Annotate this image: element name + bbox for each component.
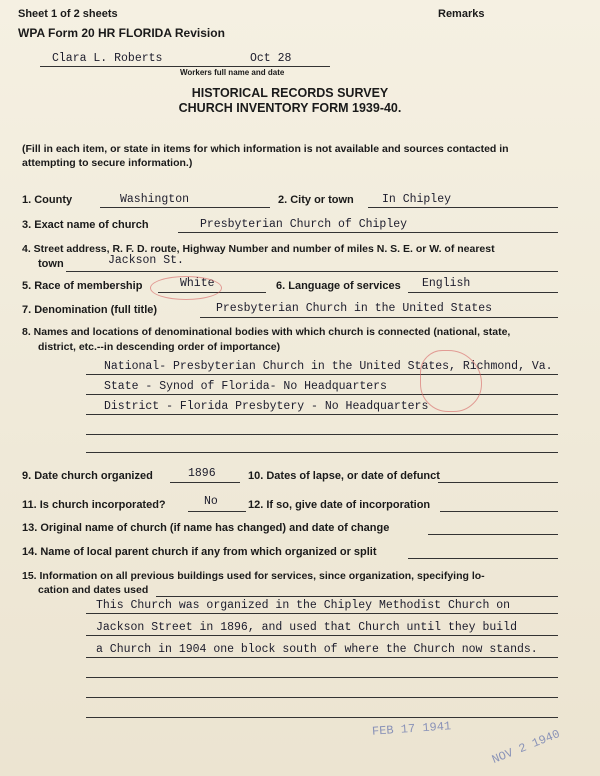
received-stamp-1: FEB 17 1941: [371, 719, 452, 739]
q15-line4: [86, 677, 558, 678]
q8-label-cont: district, etc.--in descending order of importance): [38, 341, 281, 353]
q13-label: 13. Original name of church (if name has changed) and date of change: [22, 522, 390, 534]
q12-line: [440, 511, 558, 512]
q12-label: 12. If so, give date of incorporation: [248, 499, 431, 511]
q8-district: District - Florida Presbytery - No Headquarters: [104, 400, 429, 413]
q3-label: 3. Exact name of church: [22, 219, 149, 231]
q11-value: No: [204, 495, 218, 508]
q15-line3: [86, 657, 558, 658]
q6-label: 6. Language of services: [276, 280, 401, 292]
q15-line6: [86, 717, 558, 718]
q10-label: 10. Dates of lapse, or date of defunct: [248, 470, 440, 482]
q15-text-line1: This Church was organized in the Chipley Methodist Church on: [96, 599, 511, 612]
q2-line: [368, 207, 558, 208]
q8-line2: [86, 394, 558, 395]
q1-value: Washington: [120, 193, 190, 206]
q15-text-line3: a Church in 1904 one block south of where the Church now stands.: [96, 643, 538, 656]
form-title: HISTORICAL RECORDS SURVEY: [191, 86, 389, 100]
q5-value: White: [180, 277, 215, 290]
q9-line: [170, 482, 240, 483]
q6-value: English: [422, 277, 471, 290]
q3-value: Presbyterian Church of Chipley: [200, 218, 408, 231]
form-id: WPA Form 20 HR FLORIDA Revision: [18, 26, 225, 40]
received-stamp-2: NOV 2 1940: [489, 727, 563, 767]
q4-label-town: town: [38, 258, 64, 270]
q15-line2: [86, 635, 558, 636]
q1-line: [100, 207, 270, 208]
q14-label: 14. Name of local parent church if any from which organized or split: [22, 546, 377, 558]
q14-line: [408, 558, 558, 559]
q5-label: 5. Race of membership: [22, 280, 143, 292]
worker-date: Oct 28: [250, 52, 292, 65]
q2-value: In Chipley: [382, 193, 452, 206]
q15-label-cont: cation and dates used: [38, 584, 149, 596]
q8-national: National- Presbyterian Church in the United States, Richmond, Va.: [104, 360, 553, 373]
q7-line: [200, 317, 558, 318]
q8-label: 8. Names and locations of denominational bodies with which church is connected (national, state,: [22, 326, 511, 338]
q6-line: [408, 292, 558, 293]
instructions-line1: (Fill in each item, or state in items for which information is not available and sources contacted in: [22, 143, 509, 155]
q13-line: [428, 534, 558, 535]
q11-label: 11. Is church incorporated?: [22, 499, 166, 511]
instructions-line2: attempting to secure information.): [22, 157, 193, 169]
q15-line5: [86, 697, 558, 698]
q8-line1: [86, 374, 558, 375]
q8-line4: [86, 434, 558, 435]
q11-line: [188, 511, 246, 512]
q2-label: 2. City or town: [278, 194, 354, 206]
sheet-number: Sheet 1 of 2 sheets: [18, 8, 118, 20]
q15-line1: [86, 613, 558, 614]
remarks-heading: Remarks: [438, 8, 485, 20]
q8-state: State - Synod of Florida- No Headquarters: [104, 380, 387, 393]
q8-line3: [86, 414, 558, 415]
q15-label: 15. Information on all previous buildings used for services, since organization, specifying lo-: [22, 570, 485, 582]
q7-value: Presbyterian Church in the United States: [216, 302, 493, 315]
q4-value: Jackson St.: [108, 254, 184, 267]
form-subtitle: CHURCH INVENTORY FORM 1939-40.: [178, 101, 402, 115]
red-circle-mark: [150, 276, 222, 300]
q4-label: 4. Street address, R. F. D. route, Highway Number and number of miles N. S. E. or W. of nearest: [22, 243, 495, 255]
q4-line: [66, 271, 558, 272]
q8-line5: [86, 452, 558, 453]
worker-name: Clara L. Roberts: [52, 52, 163, 65]
q1-label: 1. County: [22, 194, 73, 206]
worker-line: [40, 66, 330, 67]
q10-line: [438, 482, 558, 483]
q9-label: 9. Date church organized: [22, 470, 153, 482]
worker-caption: Workers full name and date: [180, 68, 285, 77]
q9-value: 1896: [188, 467, 216, 480]
q3-line: [178, 232, 558, 233]
q15-text-line2: Jackson Street in 1896, and used that Church until they build: [96, 621, 517, 634]
q7-label: 7. Denomination (full title): [22, 304, 158, 316]
q15-line0: [156, 596, 558, 597]
